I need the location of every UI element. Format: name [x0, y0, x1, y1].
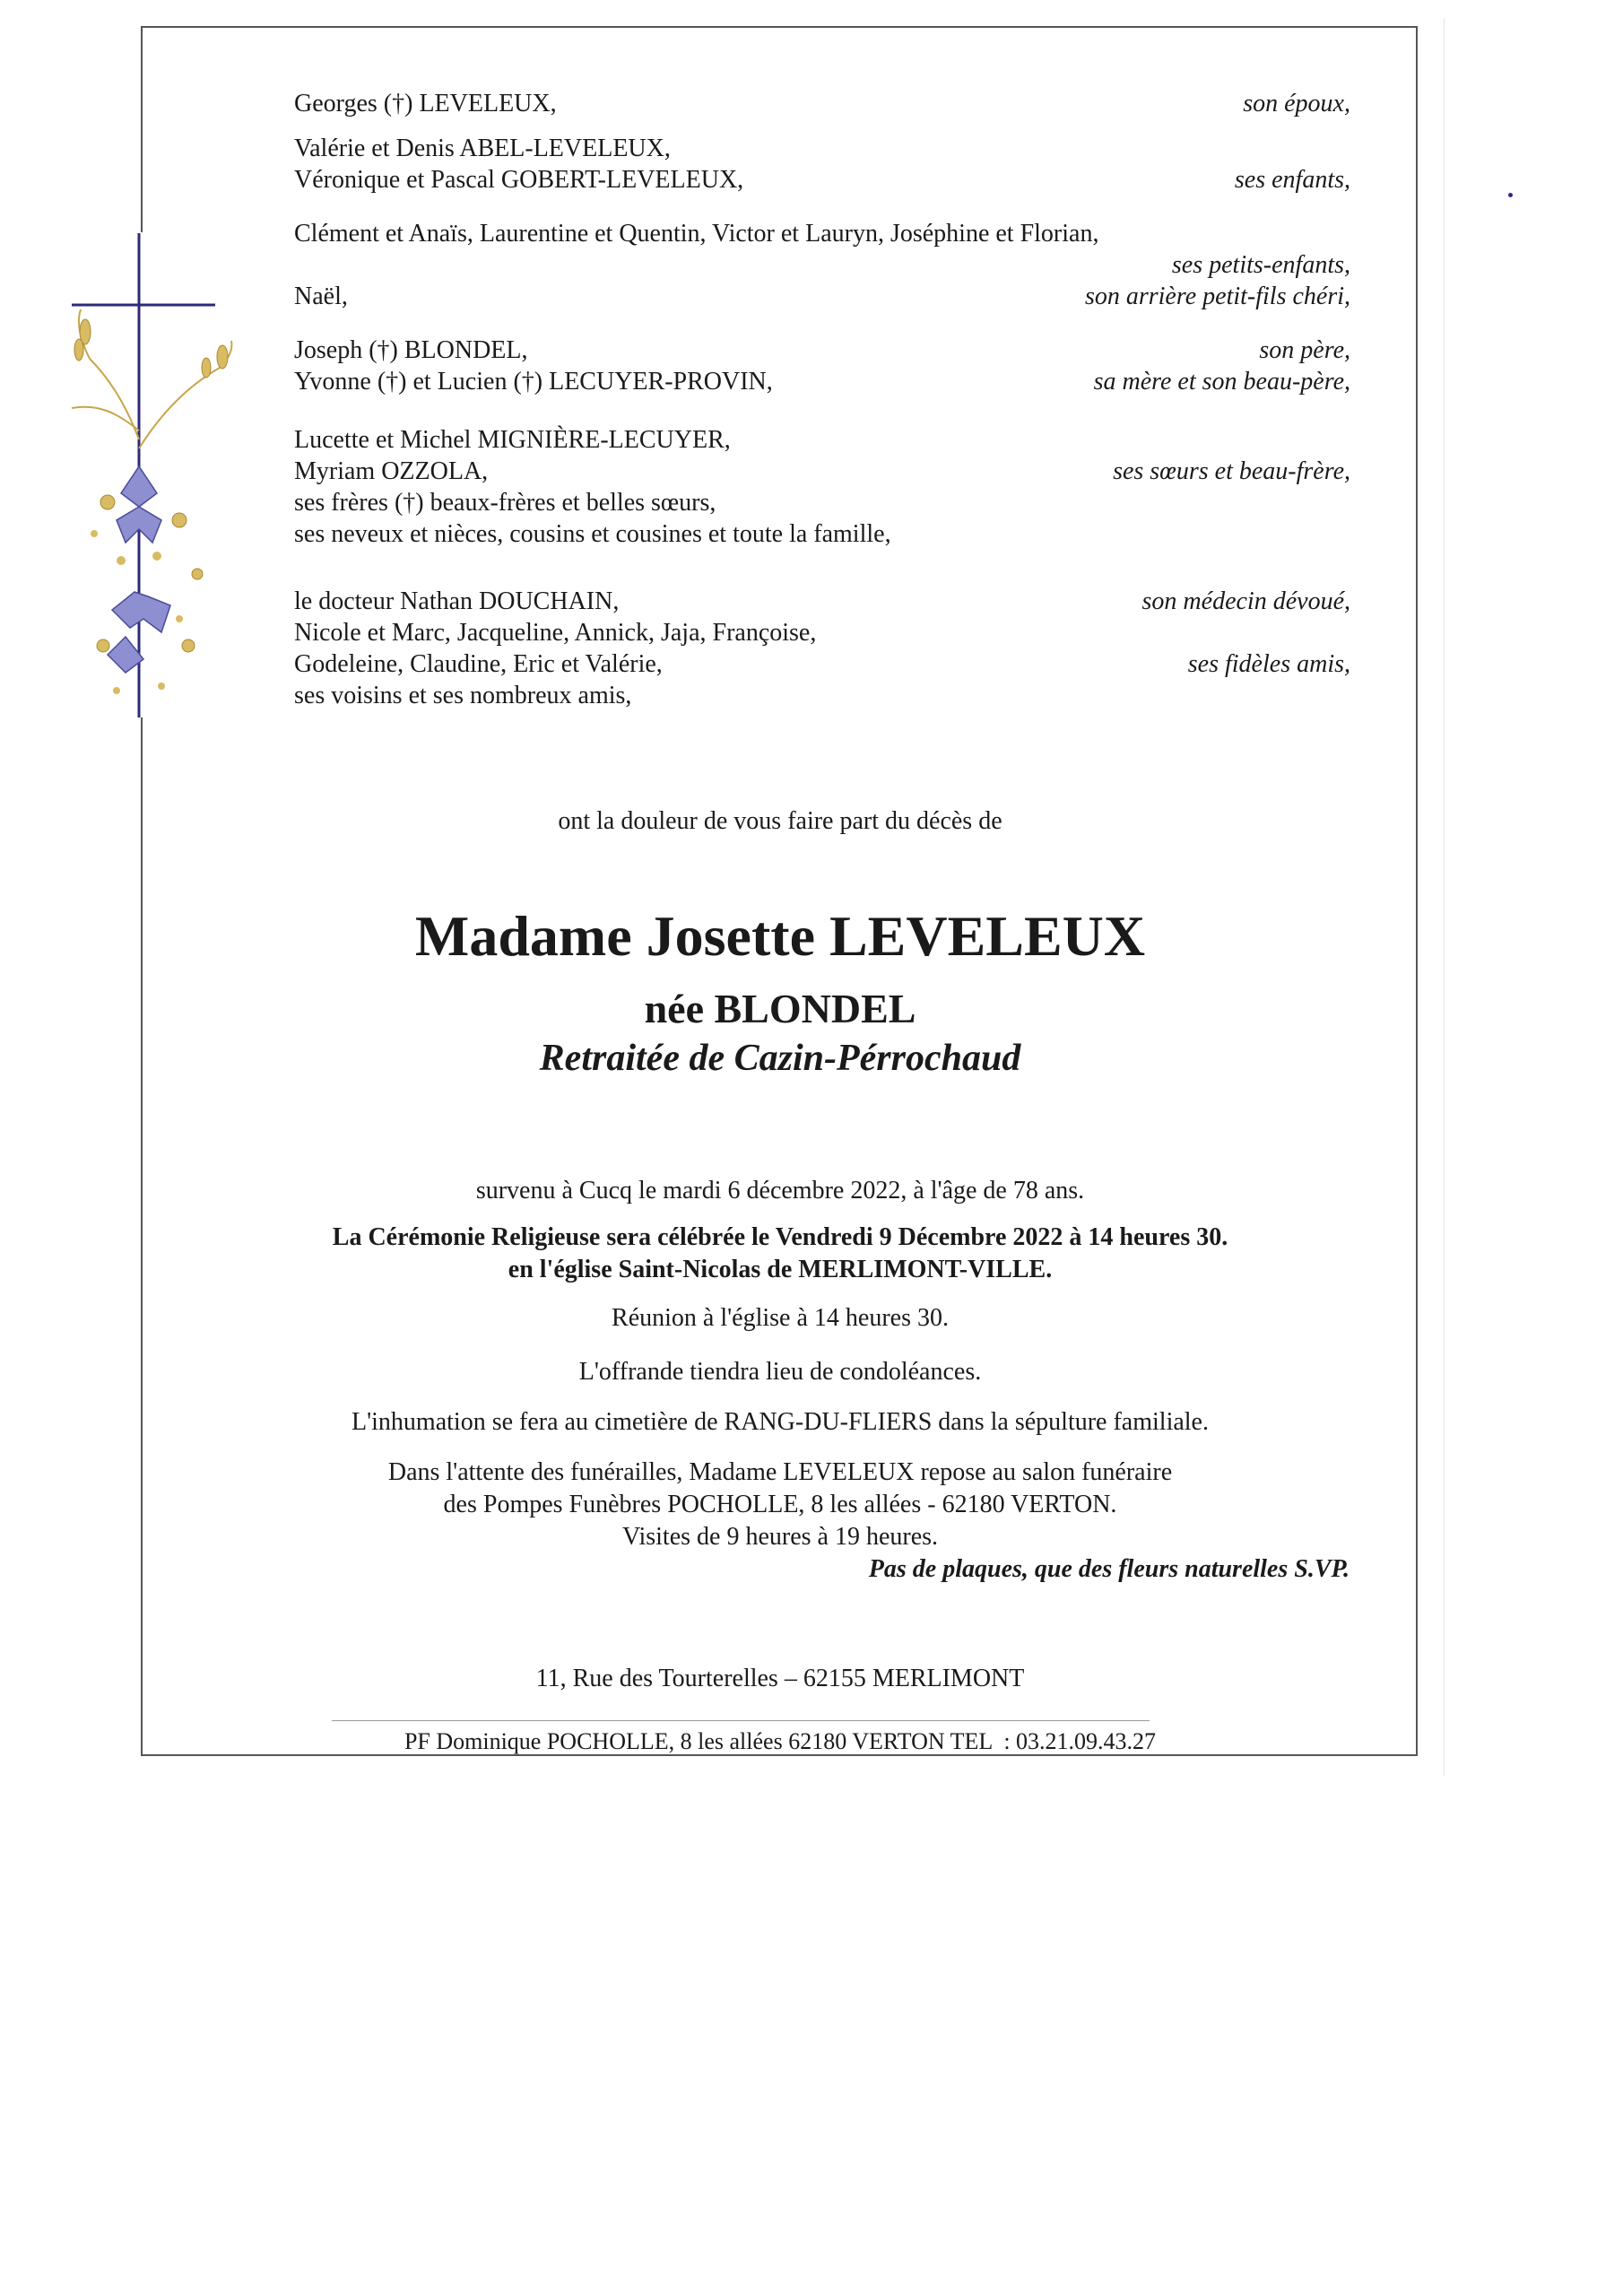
family-member: Georges (†) LEVELEUX, [294, 90, 557, 117]
family-row [294, 335, 1350, 366]
family-member: Godeleine, Claudine, Eric et Valérie, [294, 650, 663, 678]
family-row [294, 88, 1350, 119]
cross-wheat-flower-icon [54, 224, 233, 726]
family-relation: son médecin dévoué, [1141, 587, 1350, 615]
family-row [294, 518, 1350, 550]
family-row [294, 456, 1350, 487]
family-row [294, 424, 1350, 456]
family-relation: ses petits-enfants, [1171, 251, 1350, 279]
family-relation: ses fidèles amis, [1187, 650, 1350, 678]
family-row [294, 680, 1350, 711]
family-member: ses voisins et ses nombreux amis, [294, 682, 632, 709]
death-info: survenu à Cucq le mardi 6 décembre 2022, à l'âge de 78 ans. [475, 1177, 1085, 1205]
family-row [294, 487, 1350, 518]
funeral-home-footer: PF Dominique POCHOLLE, 8 les allées 62180 VERTON TEL : 03.21.09.43.27 [404, 1728, 1157, 1754]
family-row [294, 366, 1350, 397]
family-member: Myriam OZZOLA, [294, 457, 489, 485]
family-row [294, 164, 1350, 196]
family-row [294, 133, 1350, 164]
announcement-text: ont la douleur de vous faire part du décès de [558, 807, 1002, 835]
meeting-info: Réunion à l'église à 14 heures 30. [612, 1304, 949, 1332]
ceremony-line-2: en l'église Saint-Nicolas de MERLIMONT-VILLE. [508, 1256, 1053, 1283]
family-row [294, 617, 1350, 648]
family-member: Véronique et Pascal GOBERT-LEVELEUX, [294, 166, 744, 194]
burial-info: L'inhumation se fera au cimetière de RANG-DU-FLIERS dans la sépulture familiale. [352, 1408, 1209, 1436]
flowers-note: Pas de plaques, que des fleurs naturelles S.VP. [868, 1555, 1350, 1583]
family-member: Naël, [294, 283, 348, 310]
frame-left-edge-bottom [141, 718, 143, 1756]
family-group [294, 586, 1350, 711]
ceremony-line-1: La Cérémonie Religieuse sera célébrée le Vendredi 9 Décembre 2022 à 14 heures 30. [332, 1223, 1228, 1251]
family-relation: son père, [1259, 336, 1350, 364]
rest-line-1: Dans l'attente des funérailles, Madame LEVELEUX repose au salon funéraire [387, 1458, 1173, 1486]
deceased-maiden-name: née BLONDEL [644, 986, 916, 1031]
family-row [294, 648, 1350, 680]
family-member: Clément et Anaïs, Laurentine et Quentin, Victor et Lauryn, Joséphine et Florian, [294, 220, 1099, 248]
family-group [294, 335, 1350, 397]
family-member: ses neveux et nièces, cousins et cousines et toute la famille, [294, 520, 891, 548]
family-member: Nicole et Marc, Jacqueline, Annick, Jaja, Françoise, [294, 619, 817, 647]
offering-info: L'offrande tiendra lieu de condoléances. [578, 1358, 982, 1386]
family-group [294, 88, 1350, 119]
frame-left-edge-top [141, 26, 143, 232]
scan-edge-line [1444, 18, 1445, 1776]
rest-line-3: Visites de 9 heures à 19 heures. [621, 1523, 939, 1551]
deceased-name: Madame Josette LEVELEUX [414, 904, 1146, 968]
family-relation: ses sœurs et beau-frère, [1113, 457, 1350, 485]
family-address: 11, Rue des Tourterelles – 62155 MERLIMONT [535, 1665, 1025, 1692]
family-relation: ses enfants, [1234, 166, 1350, 194]
rest-line-2: des Pompes Funèbres POCHOLLE, 8 les allées - 62180 VERTON. [443, 1491, 1117, 1518]
family-relation: sa mère et son beau-père, [1093, 368, 1350, 396]
family-member: Valérie et Denis ABEL-LEVELEUX, [294, 135, 671, 162]
family-row [294, 281, 1350, 312]
family-row [294, 218, 1350, 249]
family-row [294, 586, 1350, 617]
family-relation: son époux, [1243, 90, 1350, 117]
family-relation: son arrière petit-fils chéri, [1084, 283, 1350, 310]
deceased-occupation: Retraitée de Cazin-Pérrochaud [539, 1038, 1021, 1079]
family-group [294, 424, 1350, 550]
family-member: Joseph (†) BLONDEL, [294, 336, 528, 364]
family-group [294, 218, 1350, 312]
family-member: Lucette et Michel MIGNIÈRE-LECUYER, [294, 426, 731, 454]
footer-divider [332, 1720, 1150, 1721]
family-member: le docteur Nathan DOUCHAIN, [294, 587, 620, 615]
family-member: ses frères (†) beaux-frères et belles sœurs, [294, 489, 716, 517]
family-member: Yvonne (†) et Lucien (†) LECUYER-PROVIN, [294, 368, 773, 396]
family-group [294, 133, 1350, 196]
scan-dot [1508, 193, 1513, 197]
family-row [294, 249, 1350, 281]
